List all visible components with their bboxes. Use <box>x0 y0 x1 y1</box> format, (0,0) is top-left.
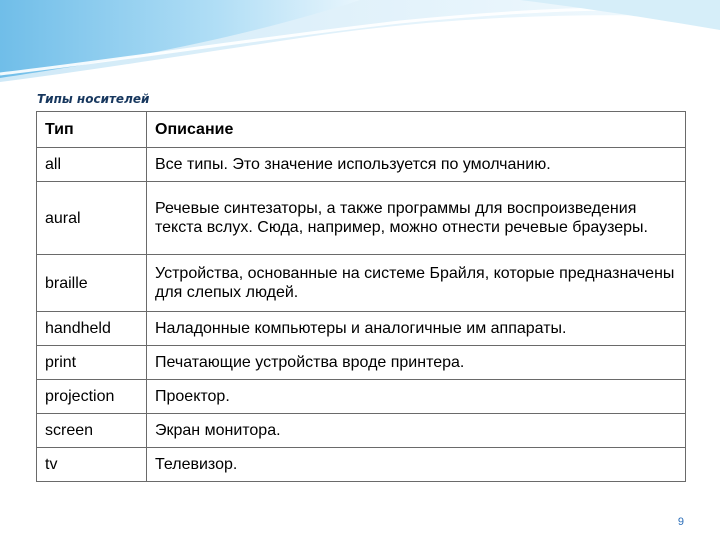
description-cell: Устройства, основанные на системе Брайля, которые предназначены для слепых людей. <box>147 255 686 312</box>
type-cell: aural <box>37 182 147 255</box>
table-row <box>37 255 686 312</box>
type-cell: screen <box>37 414 147 448</box>
table-row <box>37 380 686 414</box>
table-row <box>37 182 686 255</box>
description-cell: Речевые синтезаторы, а также программы для воспроизведения текста вслух. Сюда, например, можно отнести речевые браузеры. <box>147 182 686 255</box>
description-cell: Экран монитора. <box>147 414 686 448</box>
description-cell: Телевизор. <box>147 448 686 482</box>
type-cell: braille <box>37 255 147 312</box>
header-type: Тип <box>37 112 147 148</box>
type-cell: all <box>37 148 147 182</box>
description-cell: Наладонные компьютеры и аналогичные им аппараты. <box>147 312 686 346</box>
table-row <box>37 346 686 380</box>
type-cell: projection <box>37 380 147 414</box>
table-row <box>37 448 686 482</box>
media-types-table <box>36 111 686 482</box>
header-description: Описание <box>147 112 686 148</box>
table-row <box>37 148 686 182</box>
type-cell: handheld <box>37 312 147 346</box>
description-cell: Печатающие устройства вроде принтера. <box>147 346 686 380</box>
description-cell: Все типы. Это значение используется по умолчанию. <box>147 148 686 182</box>
page-number: 9 <box>677 516 684 528</box>
table-header-row <box>37 112 686 148</box>
description-cell: Проектор. <box>147 380 686 414</box>
table-row <box>37 312 686 346</box>
table-row <box>37 414 686 448</box>
type-cell: print <box>37 346 147 380</box>
slide-caption: Типы носителей <box>37 92 150 106</box>
type-cell: tv <box>37 448 147 482</box>
